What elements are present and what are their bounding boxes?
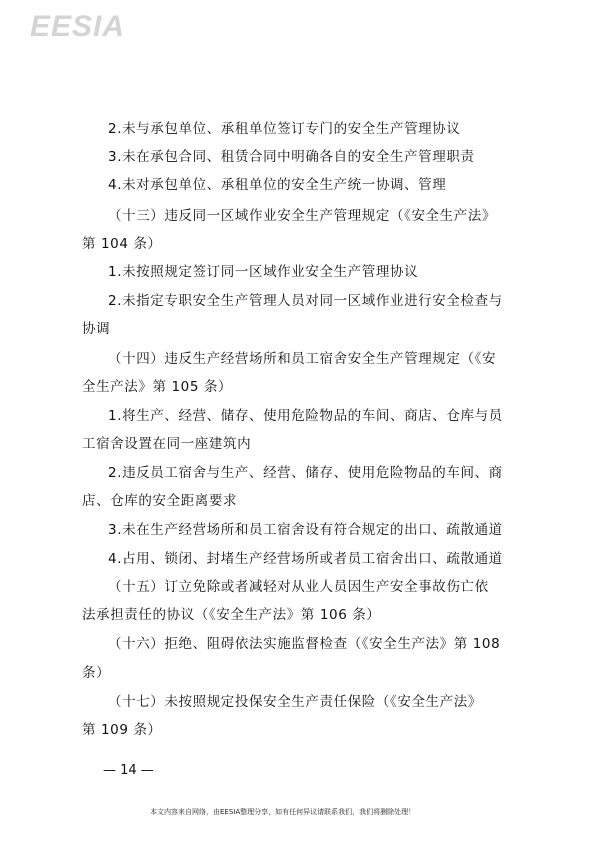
body-line: 2.未与承包单位、承租单位签订专门的安全生产管理协议 xyxy=(108,121,461,137)
section-heading-cont: 第 104 条） xyxy=(82,236,162,252)
body-line: 1.将生产、经营、储存、使用危险物品的车间、商店、仓库与员 xyxy=(108,408,503,424)
body-line: 3.未在生产经营场所和员工宿舍设有符合规定的出口、疏散通道 xyxy=(108,522,503,538)
body-line-cont: 工宿舍设置在同一座建筑内 xyxy=(82,436,252,452)
footer-disclaimer: 本文内容来自网络，由EESIA整理分享，如有任何异议请联系我们，我们将删除处理！ xyxy=(150,808,416,816)
section-heading-cont: 第 109 条） xyxy=(82,722,162,738)
body-line-cont: 店、仓库的安全距离要求 xyxy=(82,493,238,509)
section-heading: （十三）违反同一区域作业安全生产管理规定（《安全生产法》 xyxy=(108,208,497,224)
page-number: — 14 — xyxy=(103,763,154,778)
body-line: 3.未在承包合同、租赁合同中明确各自的安全生产管理职责 xyxy=(108,149,475,165)
body-line-cont: 协调 xyxy=(82,321,111,337)
body-line: 2.违反员工宿舍与生产、经营、储存、使用危险物品的车间、商 xyxy=(108,465,503,481)
section-heading: （十七）未按照规定投保安全生产责任保险（《安全生产法》 xyxy=(108,694,482,710)
section-heading-cont: 法承担责任的协议（《安全生产法》第 106 条） xyxy=(82,607,381,623)
section-heading: （十五）订立免除或者减轻对从业人员因生产安全事故伤亡依 xyxy=(108,579,489,595)
body-line: 2.未指定专职安全生产管理人员对同一区域作业进行安全检查与 xyxy=(108,293,503,309)
body-line: 4.未对承包单位、承租单位的安全生产统一协调、管理 xyxy=(108,177,447,193)
eesia-watermark-logo: EESIA xyxy=(30,10,126,43)
body-line: 4.占用、锁闭、封堵生产经营场所或者员工宿舍出口、疏散通道 xyxy=(108,551,503,567)
section-heading-cont: 条） xyxy=(82,665,111,681)
section-heading-cont: 全生产法》第 105 条） xyxy=(82,379,233,395)
section-heading: （十四）违反生产经营场所和员工宿舍安全生产管理规定（《安 xyxy=(108,351,497,367)
body-line: 1.未按照规定签订同一区域作业安全生产管理协议 xyxy=(108,264,419,280)
section-heading: （十六）拒绝、阻碍依法实施监督检查（《安全生产法》第 108 xyxy=(108,636,501,652)
